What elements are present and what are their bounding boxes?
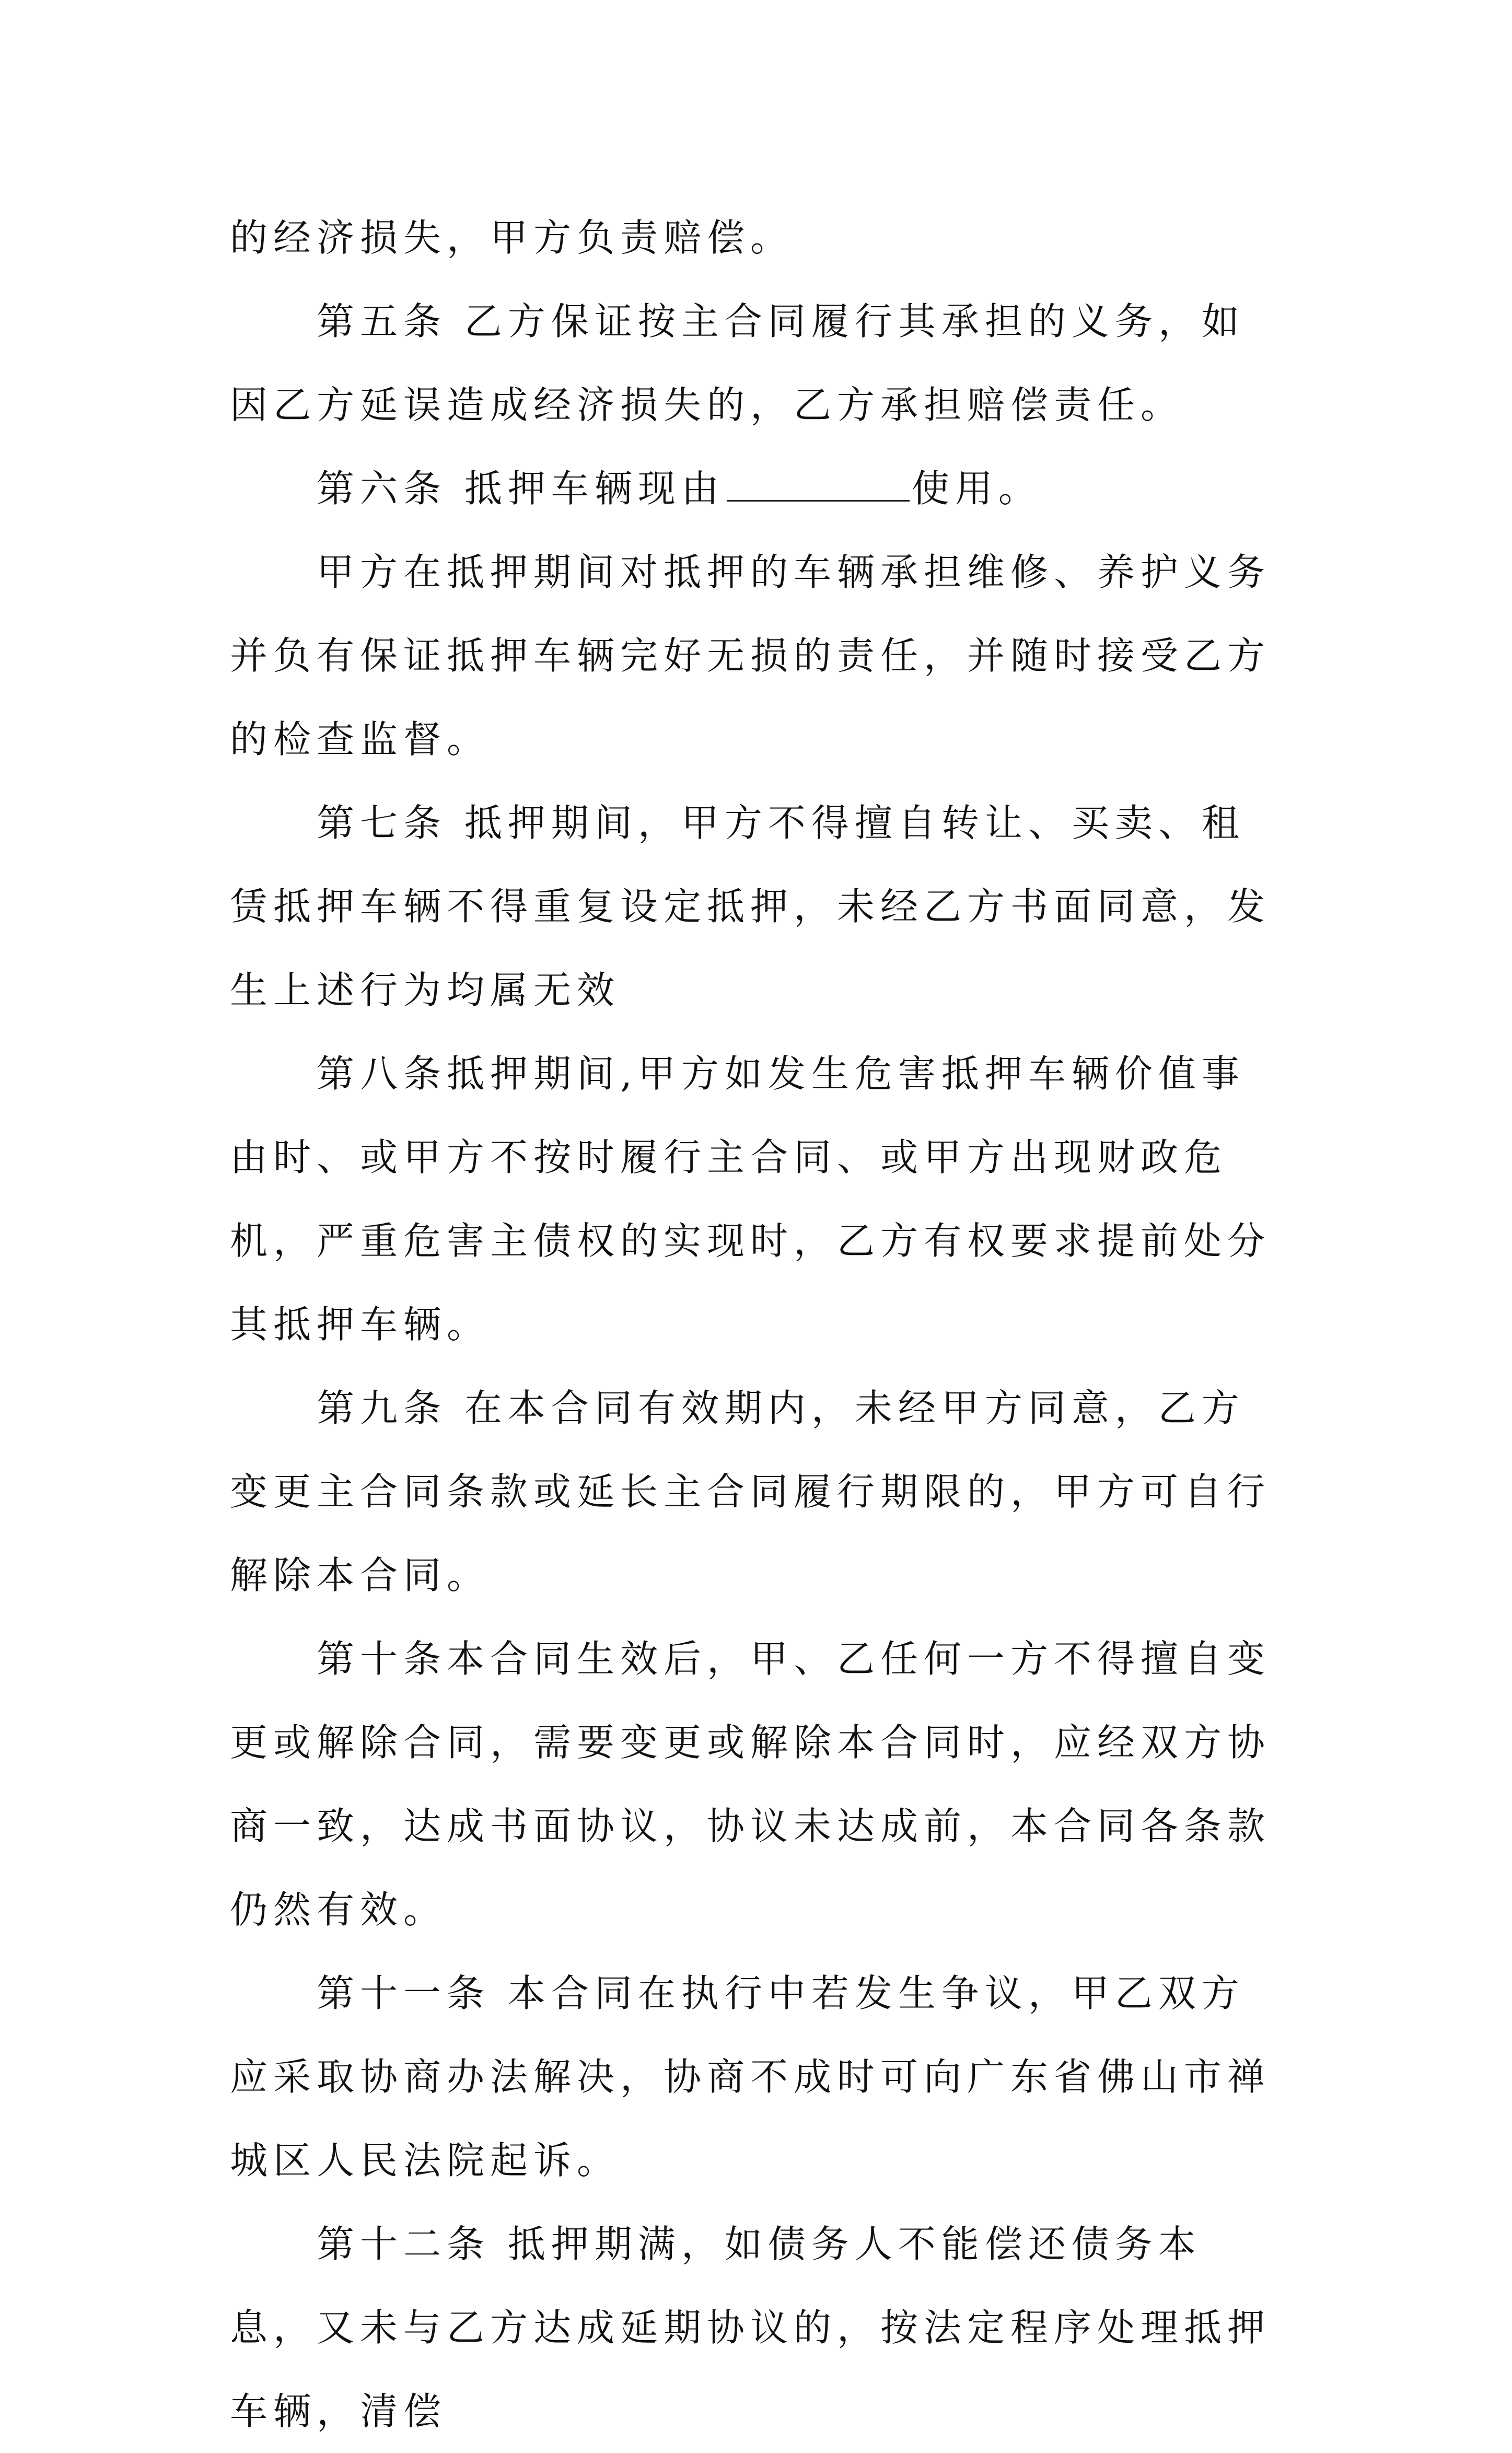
document-body xyxy=(230,196,1285,2453)
article-6-suffix: 使用。 xyxy=(911,467,1042,510)
article-6 xyxy=(230,447,1285,530)
article-7: 第七条 抵押期间，甲方不得擅自转让、买卖、租赁抵押车辆不得重复设定抵押，未经乙方书面同意，发生上述行为均属无效 xyxy=(230,801,1271,1012)
article-8: 第八条抵押期间,甲方如发生危害抵押车辆价值事由时、或甲方不按时履行主合同、或甲方出现财政危机，严重危害主债权的实现时，乙方有权要求提前处分其抵押车辆。 xyxy=(230,1052,1271,1346)
article-10: 第十条本合同生效后，甲、乙任何一方不得擅自变更或解除合同，需要变更或解除本合同时，应经双方协商一致，达成书面协议，协议未达成前，本合同各条款仍然有效。 xyxy=(230,1637,1271,1932)
article-9: 第九条 在本合同有效期内，未经甲方同意，乙方变更主合同条款或延长主合同履行期限的，甲方可自行解除本合同。 xyxy=(230,1386,1271,1597)
article-5: 第五条 乙方保证按主合同履行其承担的义务，如因乙方延误造成经济损失的，乙方承担赔偿责任。 xyxy=(230,299,1245,427)
article-12: 第十二条 抵押期满，如债务人不能偿还债务本息，又未与乙方达成延期协议的，按法定程序处理抵押车辆，清偿 xyxy=(230,2222,1271,2433)
article-6-prefix: 第六条 抵押车辆现由 xyxy=(317,467,725,510)
article-11: 第十一条 本合同在执行中若发生争议，甲乙双方应采取协商办法解决，协商不成时可向广东省佛山市禅城区人民法院起诉。 xyxy=(230,1971,1271,2182)
paragraph-continuation: 的经济损失，甲方负责赔偿。 xyxy=(230,216,794,260)
article-6-body: 甲方在抵押期间对抵押的车辆承担维修、养护义务并负有保证抵押车辆完好无损的责任，并随时接受乙方的检查监督。 xyxy=(230,550,1271,761)
blank-fill-line xyxy=(727,468,910,502)
